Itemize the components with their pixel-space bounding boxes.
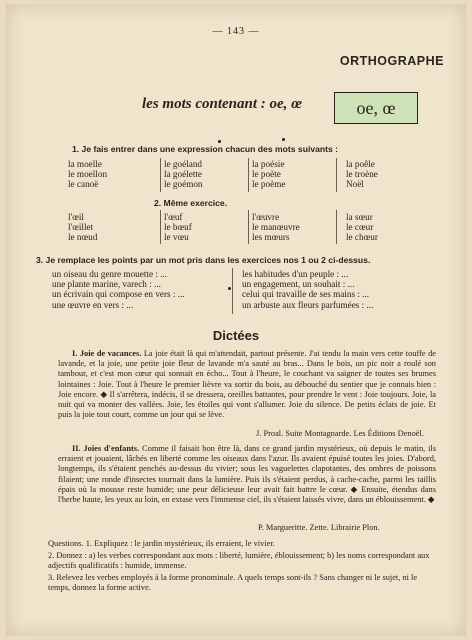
word-column: la moelle le moellon le canoë <box>68 159 108 190</box>
word-column: la poésie le poète le poème <box>252 159 286 190</box>
fill-left-column: un oiseau du genre mouette : ... une plante marine, varech : ... un écrivain qui compose en vers : ... une œuvre en vers : ... <box>52 269 185 310</box>
question-3: 3. Relevez les verbes employés à la forme pronominale. A quels temps sont-ils ? Sans changer ni le sujet, ni le temps, donnez la forme active. <box>48 573 418 593</box>
dictee-1 <box>58 349 436 420</box>
section-heading: ORTHOGRAPHE <box>339 54 444 68</box>
fill-right-column: les habitudes d'un peuple : ... un engagement, un souhait : ... celui qui travaille de ses mains : ... un arbuste aux fleurs parfumées : ... <box>242 269 374 310</box>
word-column: l'œuvre le manœuvre les mœurs <box>252 212 300 243</box>
exercise-1-title: 1. Je fais entrer dans une expression chacun des mots suivants : <box>72 144 339 154</box>
column-divider <box>232 268 233 314</box>
word-column: l'œil l'œillet le nœud <box>68 212 98 243</box>
word-column: la sœur le cœur le chœur <box>346 212 378 243</box>
column-divider <box>248 210 249 244</box>
dictee-2-title: II. Joies d'enfants. <box>72 444 140 453</box>
column-divider <box>336 210 337 244</box>
speck-dot <box>228 287 231 290</box>
dictee-1-source: J. Proal. Suite Montagnarde. Les Éditions Denoël. <box>256 429 424 438</box>
word-column: l'œuf le bœuf le vœu <box>164 212 192 243</box>
word-column: le goéland la goélette le goémon <box>164 159 203 190</box>
question-1: Questions. 1. Expliquez : le jardin mystérieux, ils erraient, le vivier. <box>48 539 275 548</box>
dictee-1-text: La joie était là qui m'attendait, partout présente. J'ai tendu la main vers cette touffe de lavande, et la joie, une petite joie fleur de lavande m'a sauté au bras... Dans le bois, un pic noir a roulé son tambour, et c'est mon cœur qui sonnait en écho... Tout à l'heure, le couchant va saigner de toutes ses brumes lointaines : Joie. Tout à l'heure le premier lièvre va sortir du bois, au débouché du sentier que je connais bien : Joie encore. ◆ Il s'arrêtera, indécis, il se dressera, oreilles battantes, pour prendre le vent : Joie toujours. Joie, la nuit qui va monter des vallées. Joie, les étoiles qui vont s'allumer. Joie du silence. De petits éclats de joie. Et puis la joie tout court, comme un jour qui se lève. <box>58 349 436 420</box>
column-divider <box>160 158 161 192</box>
topic-box: oe, œ <box>334 92 418 124</box>
column-divider <box>336 158 337 192</box>
dictee-2 <box>58 444 436 505</box>
column-divider <box>248 158 249 192</box>
book-page <box>6 4 466 636</box>
dictee-1-title: I. Joie de vacances. <box>72 349 142 358</box>
topic-title: les mots contenant : oe, œ <box>142 96 302 112</box>
page-number: — 143 — <box>212 26 260 37</box>
dictee-2-source: P. Margueritte. Zette. Librairie Plon. <box>258 523 380 532</box>
speck-dot <box>282 138 285 141</box>
exercise-2-title: 2. Même exercice. <box>154 198 228 208</box>
exercise-3-title: 3. Je remplace les points par un mot pris dans les exercices nos 1 ou 2 ci-dessus. <box>36 255 371 265</box>
speck-dot <box>218 140 221 143</box>
column-divider <box>160 210 161 244</box>
question-2: 2. Donnez : a) les verbes correspondant aux mots : liberté, lumière, éblouissement; b) les noms correspondant aux adjectifs qualificatifs : humide, immense. <box>48 551 430 571</box>
word-column: la poêle le troène Noël <box>346 159 378 190</box>
dictee-2-text: Comme il faisait bon être là, dans ce grand jardin mystérieux, où depuis le matin, ils erraient et jouaient, lâchés en liberté comme les oiseaux dans l'azur. Ils avaient épuisé toutes les joies. D'abord, longtemps, ils s'étaient penchés au-dessus du vivier; sous les vaguelettes clapotantes, des ombres de poissons filaient; une ronde d'insectes tournait dans la lumière. Puis ils s'étaient perdus, à cache-cache, parmi les taillis épais où la mousse reste humide; une peur délicieuse leur avait fait battre le cœur. ◆ Ensuite, étendus dans l'herbe haute, les yeux au loin, en extase vers l'immense ciel, ils s'étaient laissés vivre, dans un éblouissement. ◆ <box>58 444 437 505</box>
dictees-title: Dictées <box>212 328 260 343</box>
